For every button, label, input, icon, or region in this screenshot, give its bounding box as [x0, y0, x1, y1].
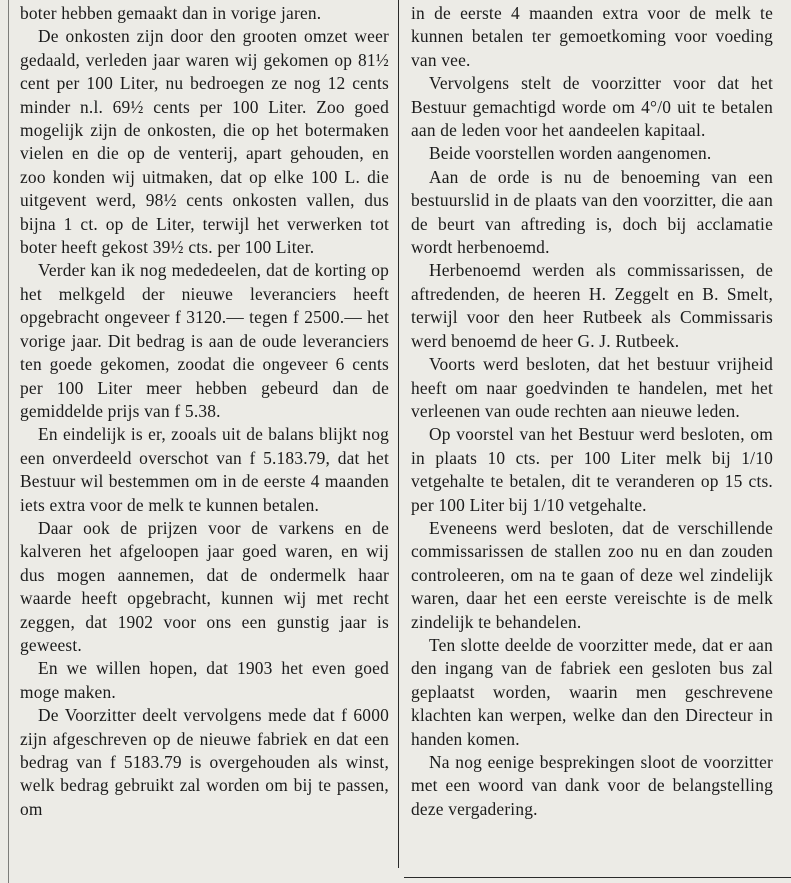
- paragraph: Aan de orde is nu de benoeming van een bestuurslid in de plaats van den voorzitter, die aan de beurt van aftreding is, doch bij acclamatie wordt herbenoemd.: [411, 166, 773, 258]
- end-rule: [404, 877, 791, 878]
- paragraph: Herbenoemd werden als commissarissen, de aftredenden, de heeren H. Zeggelt en B. Smelt, terwijl voor den heer Rutbeek als Commissaris werd benoemd de heer G. J. Rutbeek.: [411, 260, 773, 351]
- paragraph: Eveneens werd besloten, dat de verschillende commissarissen de stallen zoo nu en dan zouden controleeren, om na te gaan of deze wel zindelijk waren, daar het een eerste vereischte is de melk zindelijk te behandelen.: [411, 517, 773, 632]
- right-column: [411, 2, 773, 821]
- paragraph: in de eerste 4 maanden extra voor de melk te kunnen betalen ter gemoetkoming voor voeding van vee.: [411, 3, 773, 70]
- paragraph: En eindelijk is er, zooals uit de balans blijkt nog een onverdeeld overschot van f 5.183.79, dat het Bestuur wil bestemmen om in de eerste 4 maanden iets extra voor de melk te kunnen betalen.: [20, 424, 389, 515]
- paragraph: Verder kan ik nog mededeelen, dat de korting op het melkgeld der nieuwe leveranciers heeft opgebracht ongeveer f 3120.— tegen f 2500.— het vorige jaar. Dit bedrag is aan de oude leveranciers ten goede gekomen, zoodat die ongeveer 6 cents per 100 Liter meer hebben gebeurd dan de gemiddelde prijs van f 5.38.: [20, 260, 389, 421]
- paragraph: Op voorstel van het Bestuur werd besloten, om in plaats 10 cts. per 100 Liter melk bij 1/10 vetgehalte te betalen, dit te veranderen op 15 cts. per 100 Liter bij 1/10 vetgehalte.: [411, 424, 773, 515]
- paragraph: Voorts werd besloten, dat het bestuur vrijheid heeft om naar goedvinden te handelen, met het verleenen van oude rechten aan nieuwe leden.: [411, 354, 773, 421]
- paragraph: De onkosten zijn door den grooten omzet weer gedaald, verleden jaar waren wij gekomen op 81½ cent per 100 Liter, nu bedroegen ze nog 12 cents minder n.l. 69½ cents per 100 Liter. Zoo goed mogelijk zijn de onkosten, die op het botermaken vielen en die op de venterij, apart gehouden, en zoo konden wij uitmaken, dat op elke 100 L. die uitgevent werd, 98½ cents onkosten vallen, dus bijna 1 ct. op de Liter, terwijl het verwerken tot boter heeft gekost 39½ cts. per 100 Liter.: [20, 26, 389, 258]
- paragraph: Daar ook de prijzen voor de varkens en de kalveren het afgeloopen jaar goed waren, en wij dus mogen aannemen, dat de ondermelk haar waarde heeft opgebracht, kunnen wij met recht zeggen, dat 1902 voor ons een gunstig jaar is geweest.: [20, 517, 389, 655]
- left-column: [20, 2, 389, 821]
- column-divider: [398, 0, 399, 868]
- paragraph: Ten slotte deelde de voorzitter mede, dat er aan den ingang van de fabriek een gesloten bus zal geplaatst worden, waarin men geschrevene klachten kan werpen, welke dan den Directeur in handen komen.: [411, 634, 773, 749]
- clipping-left-edge: [8, 0, 9, 883]
- paragraph: Vervolgens stelt de voorzitter voor dat het Bestuur gemachtigd worde om 4°/0 uit te betalen aan de leden voor het aandeelen kapitaal.: [411, 73, 773, 141]
- paragraph: Beide voorstellen worden aangenomen.: [429, 143, 712, 164]
- paragraph: De Voorzitter deelt vervolgens mede dat f 6000 zijn afgeschreven op de nieuwe fabriek en dat een bedrag van f 5183.79 is overgehouden als winst, welk bedrag gebruikt zal worden om bij te passen, om: [20, 705, 389, 819]
- paragraph: Na nog eenige besprekingen sloot de voorzitter met een woord van dank voor de belangstelling deze vergadering.: [411, 752, 773, 819]
- paragraph: En we willen hopen, dat 1903 het even goed moge maken.: [20, 658, 389, 702]
- paragraph: boter hebben gemaakt dan in vorige jaren.: [20, 3, 322, 23]
